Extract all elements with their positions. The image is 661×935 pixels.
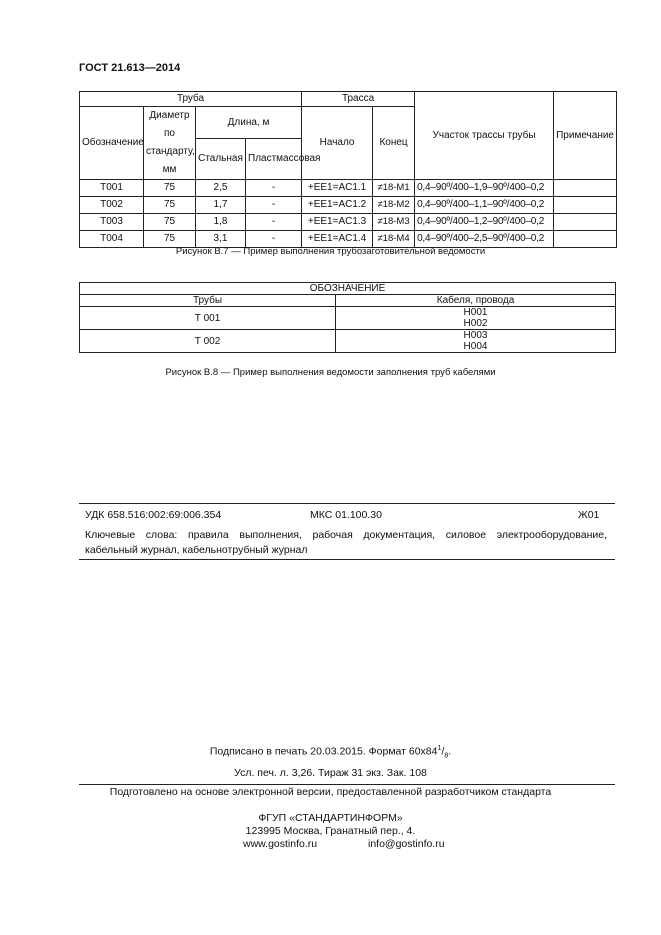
cell-plastic: - (246, 231, 302, 248)
cell-diameter: 75 (144, 180, 196, 197)
publisher-email: info@gostinfo.ru (368, 838, 445, 850)
header-cables: Кабеля, провода (336, 295, 616, 307)
header-start: Начало (302, 107, 373, 180)
cell-end: ≠18-M1 (373, 180, 415, 197)
figure-caption-b8: Рисунок В.8 — Пример выполнения ведомости заполнения труб кабелями (165, 367, 496, 378)
cell-designation: Т003 (80, 214, 144, 231)
cell-note (554, 231, 617, 248)
print-info: Усл. печ. л. 3,26. Тираж 31 экз. Зак. 108 (234, 767, 427, 779)
format-sub: 8 (444, 752, 449, 760)
cable-id: Н003 (463, 330, 488, 341)
cell-route-section: 0,4–90º/400–1,9–90º/400–0,2 (415, 180, 554, 197)
divider (79, 559, 615, 560)
cable-id: Н004 (463, 341, 488, 352)
signed-for-print: Подписано в печать 20.03.2015. Формат $60x84^1/_8$. (209, 745, 452, 760)
cell-end: ≠18-M4 (373, 231, 415, 248)
format-sup: 1 (437, 745, 442, 752)
cell-route-section: 0,4–90º/400–1,2–90º/400–0,2 (415, 214, 554, 231)
cell-plastic: - (246, 214, 302, 231)
cell-steel: 1,8 (196, 214, 246, 231)
cell-steel: 3,1 (196, 231, 246, 248)
publisher-address: 123995 Москва, Гранатный пер., 4. (245, 825, 416, 837)
publisher-website: www.gostinfo.ru (243, 838, 318, 850)
signed-text: Подписано в печать 20.03.2015. Формат 60x84 (209, 745, 438, 758)
cable-id: Н001 (463, 307, 488, 318)
table-row (80, 307, 616, 330)
header-pipes: Трубы (80, 295, 336, 307)
table-row (80, 180, 617, 197)
cell-designation: Т004 (80, 231, 144, 248)
mks-code: МКС 01.100.30 (310, 509, 382, 521)
pipe-cable-fill-table (79, 282, 616, 353)
udk-code: УДК 658.516:002:69:006.354 (85, 509, 222, 521)
cell-route-section: 0,4–90º/400–1,1–90º/400–0,2 (415, 197, 554, 214)
pipe-schedule-table (79, 91, 617, 248)
cell-designation: Т001 (80, 180, 144, 197)
table-row (80, 214, 617, 231)
header-note: Примечание (554, 92, 617, 180)
header-diameter: Диаметр по стандарту, мм (144, 107, 196, 180)
cell-end: ≠18-M3 (373, 214, 415, 231)
header-designation: Обозначение (80, 107, 144, 180)
classification-code: Ж01 (578, 509, 600, 521)
header-designation-title: ОБОЗНАЧЕНИЕ (80, 283, 616, 295)
cell-diameter: 75 (144, 231, 196, 248)
table-row (80, 231, 617, 248)
table-row (80, 330, 616, 353)
header-steel: Стальная (196, 139, 246, 180)
divider (79, 784, 615, 785)
header-length: Длина, м (196, 107, 302, 139)
cell-pipe: Т 002 (80, 330, 336, 353)
cell-designation: Т002 (80, 197, 144, 214)
cable-id: Н002 (463, 318, 488, 329)
divider (79, 503, 615, 504)
cell-note (554, 180, 617, 197)
cell-pipe: Т 001 (80, 307, 336, 330)
table-row (80, 197, 617, 214)
cell-start: +EE1=AC1.3 (302, 214, 373, 231)
cell-steel: 2,5 (196, 180, 246, 197)
cell-note (554, 214, 617, 231)
cell-start: +EE1=AC1.4 (302, 231, 373, 248)
header-route-section: Участок трассы трубы (415, 92, 554, 180)
keywords: Ключевые слова: правила выполнения, рабочая документация, силовое электрооборудование, кабельный журнал, кабельнотрубный журнал (85, 529, 607, 556)
figure-caption-b7: Рисунок В.7 — Пример выполнения трубозаготовительной ведомости (175, 246, 486, 257)
header-plastic: Пластмассовая (246, 139, 302, 180)
cell-diameter: 75 (144, 197, 196, 214)
publisher-name: ФГУП «СТАНДАРТИНФОРМ» (258, 812, 403, 824)
cell-note (554, 197, 617, 214)
document-header: ГОСТ 21.613—2014 (79, 62, 181, 74)
cell-route-section: 0,4–90º/400–2,5–90º/400–0,2 (415, 231, 554, 248)
cell-end: ≠18-M2 (373, 197, 415, 214)
cell-cables (336, 307, 616, 330)
header-route-group: Трасса (302, 92, 415, 107)
prepared-note: Подготовлено на основе электронной версии, предоставленной разработчиком стандарта (109, 786, 552, 798)
header-end: Конец (373, 107, 415, 180)
cell-start: +EE1=AC1.2 (302, 197, 373, 214)
cell-steel: 1,7 (196, 197, 246, 214)
cell-diameter: 75 (144, 214, 196, 231)
header-pipe-group: Труба (80, 92, 302, 107)
cell-plastic: - (246, 197, 302, 214)
cell-plastic: - (246, 180, 302, 197)
cell-cables (336, 330, 616, 353)
cell-start: +EE1=AC1.1 (302, 180, 373, 197)
